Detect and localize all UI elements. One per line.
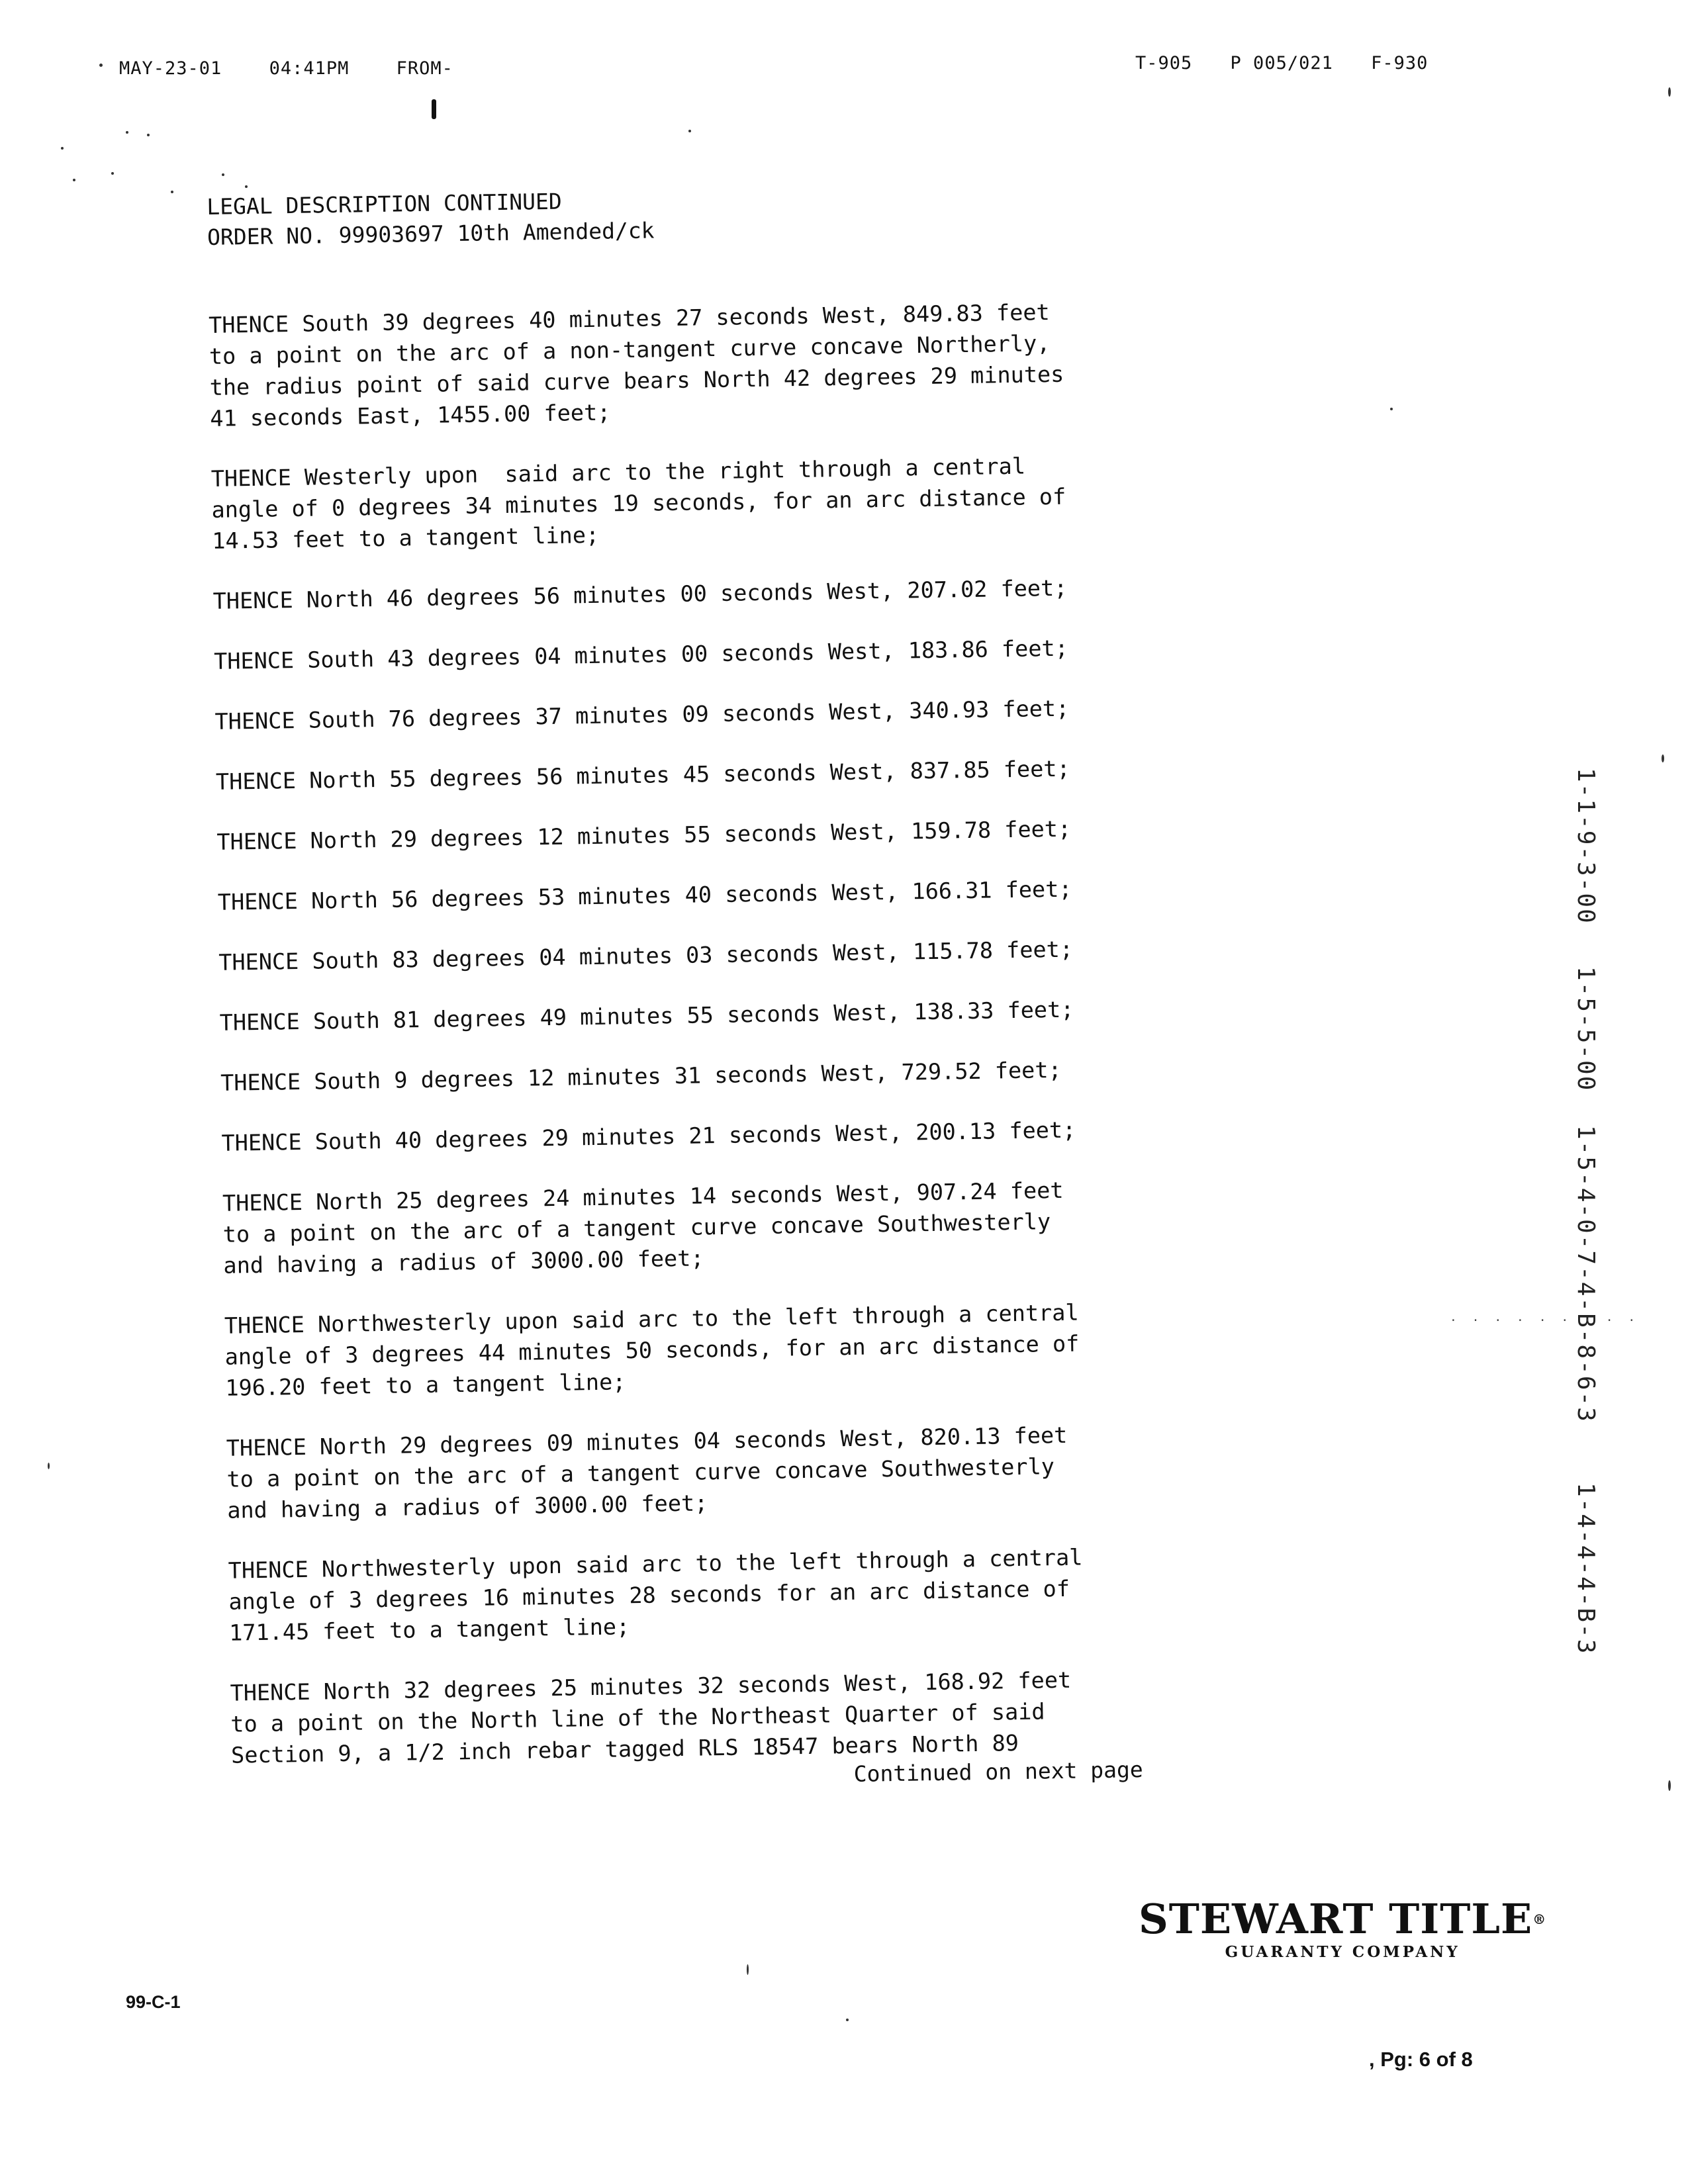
course-paragraph: THENCE South 81 degrees 49 minutes 55 seconds West, 138.33 feet; xyxy=(219,996,1074,1036)
margin-stamp: 1-5-4-0-7-4-B-8-6-3 xyxy=(1572,1125,1599,1423)
registered-mark: ® xyxy=(1532,1911,1547,1927)
margin-stamps xyxy=(1570,768,1599,1840)
scan-speck xyxy=(61,147,64,150)
course-paragraph: THENCE South 40 degrees 29 minutes 21 seconds West, 200.13 feet; xyxy=(221,1116,1076,1156)
scan-speck xyxy=(747,1964,749,1975)
scan-speck xyxy=(846,2019,849,2021)
fax-code-1: T-905 xyxy=(1135,53,1193,73)
course-paragraph: THENCE North 32 degrees 25 minutes 32 seconds West, 168.92 feet to a point on the North line of the Northeast Quarter of said Section 9, a 1/2 inch rebar tagged RLS 18547 bears North 89 xyxy=(230,1666,1072,1768)
course-paragraph: THENCE South 9 degrees 12 minutes 31 seconds West, 729.52 feet; xyxy=(220,1056,1062,1096)
fax-from: FROM- xyxy=(396,58,453,79)
fax-code-3: F-930 xyxy=(1371,53,1429,73)
scan-speck xyxy=(1668,87,1671,97)
scan-speck xyxy=(1662,754,1664,762)
order-number: ORDER NO. 99903697 10th Amended/ck xyxy=(207,217,655,250)
document-heading: LEGAL DESCRIPTION CONTINUED xyxy=(207,188,563,220)
scan-speck xyxy=(222,173,224,176)
form-code: 99-C-1 xyxy=(126,1992,181,2012)
course-paragraph: THENCE North 29 degrees 12 minutes 55 seconds West, 159.78 feet; xyxy=(216,815,1072,855)
course-paragraph: THENCE North 25 degrees 24 minutes 14 seconds West, 907.24 feet to a point on the arc of a tangent curve concave Southwesterly and having a radius of 3000.00 feet; xyxy=(222,1177,1064,1279)
fax-mark xyxy=(432,99,436,119)
fax-page-codes xyxy=(1135,53,1454,73)
scan-speck xyxy=(99,64,103,67)
scan-speck xyxy=(147,134,150,136)
scan-speck xyxy=(171,191,173,193)
scan-speck xyxy=(245,185,248,188)
course-list xyxy=(209,294,1244,1771)
margin-stamp: 1-5-5-00 xyxy=(1572,966,1599,1092)
logo-tagline: GUARANTY COMPANY xyxy=(1225,1943,1460,1961)
margin-stamp: 1-4-4-4-B-3 xyxy=(1572,1482,1599,1655)
company-logo xyxy=(1139,1895,1547,1961)
course-paragraph: THENCE South 39 degrees 40 minutes 27 seconds West, 849.83 feet to a point on the arc of a non-tangent curve concave Northerly, the radius point of said curve bears North 42 degrees 29 minutes 41 seconds East, 1455.00 feet; xyxy=(208,299,1064,432)
logo-name: STEWART TITLE xyxy=(1139,1895,1533,1943)
dotted-mark: · · · · · · · · · xyxy=(1450,1314,1640,1328)
course-paragraph: THENCE Westerly upon said arc to the right through a central angle of 0 degrees 34 minutes 19 seconds, for an arc distance of 14.53 feet to a tangent line; xyxy=(211,453,1066,554)
legal-description xyxy=(207,176,1244,1797)
course-paragraph: THENCE South 43 degrees 04 minutes 00 seconds West, 183.86 feet; xyxy=(213,635,1069,674)
fax-time: 04:41PM xyxy=(269,58,350,79)
course-paragraph: THENCE South 76 degrees 37 minutes 09 seconds West, 340.93 feet; xyxy=(214,695,1070,735)
page-number: , Pg: 6 of 8 xyxy=(1369,2048,1473,2071)
scan-speck xyxy=(126,131,128,134)
course-paragraph: THENCE South 83 degrees 04 minutes 03 seconds West, 115.78 feet; xyxy=(218,936,1074,976)
course-paragraph: THENCE North 55 degrees 56 minutes 45 seconds West, 837.85 feet; xyxy=(215,755,1070,795)
fax-header xyxy=(119,58,489,79)
scan-speck xyxy=(48,1463,50,1469)
scan-speck xyxy=(688,130,691,132)
course-paragraph: THENCE North 29 degrees 09 minutes 04 seconds West, 820.13 feet to a point on the arc of a tangent curve concave Southwesterly and having a radius of 3000.00 feet; xyxy=(226,1422,1068,1524)
scan-speck xyxy=(1668,1780,1671,1791)
course-paragraph: THENCE Northwesterly upon said arc to the left through a central angle of 3 degrees 44 minutes 50 seconds, for an arc distance of 196.20 feet to a tangent line; xyxy=(224,1299,1080,1401)
course-paragraph: THENCE North 46 degrees 56 minutes 00 seconds West, 207.02 feet; xyxy=(212,574,1068,614)
scan-speck xyxy=(111,172,114,175)
course-paragraph: THENCE North 56 degrees 53 minutes 40 seconds West, 166.31 feet; xyxy=(217,876,1072,915)
course-paragraph: THENCE Northwesterly upon said arc to the left through a central angle of 3 degrees 16 minutes 28 seconds for an arc distance of 171.45 feet to a tangent line; xyxy=(228,1544,1083,1646)
margin-stamp: 1-1-9-3-00 xyxy=(1572,768,1599,925)
fax-date: MAY-23-01 xyxy=(119,58,222,79)
continued-note: Continued on next page xyxy=(853,1756,1144,1787)
fax-code-2: P 005/021 xyxy=(1230,53,1333,73)
scan-speck xyxy=(1390,408,1393,410)
scan-speck xyxy=(73,179,75,181)
